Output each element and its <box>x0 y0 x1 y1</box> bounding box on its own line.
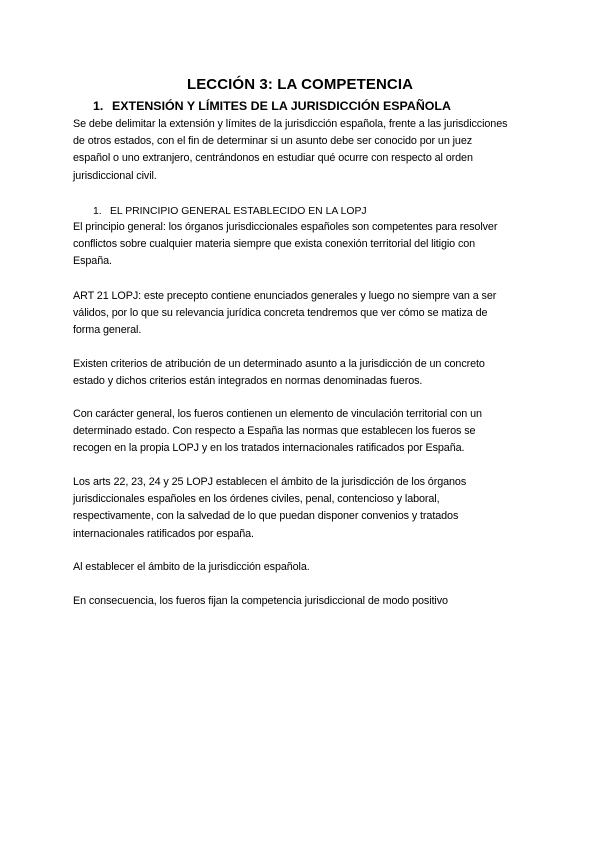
text-line: El principio general: los órganos jurisdiccionales españoles son competentes para resolver <box>73 221 498 233</box>
subsection-number: 1. <box>93 206 102 217</box>
section-number: 1. <box>93 99 104 113</box>
paragraph-arts <box>73 474 543 543</box>
text-line: forma general. <box>73 324 142 337</box>
subsection-heading-text: EL PRINCIPIO GENERAL ESTABLECIDO EN LA LOPJ <box>110 206 367 217</box>
text-line: válidos, por lo que su relevancia jurídica concreta tendremos que ver cómo se matiza de <box>73 307 488 320</box>
text-line: respectivamente, con la salvedad de lo que puedan disponer convenios y tratados <box>73 510 459 523</box>
paragraph-art-21 <box>73 288 543 340</box>
text-line: jurisdiccional civil. <box>73 169 157 182</box>
paragraph-criterios <box>73 356 543 390</box>
paragraph-ambito <box>73 559 543 576</box>
page-title: LECCIÓN 3: LA COMPETENCIA <box>186 76 414 93</box>
text-line: Con carácter general, los fueros contienen un elemento de vinculación territorial con un <box>73 408 482 420</box>
paragraph-principio-general <box>73 219 543 271</box>
text-line: recogen en la propia LOPJ y en los tratados internacionales ratificados por España. <box>73 442 465 455</box>
text-line: España. <box>73 255 112 268</box>
text-line: Los arts 22, 23, 24 y 25 LOPJ establecen el ámbito de la jurisdicción de los órganos <box>73 476 467 488</box>
intro-paragraph <box>73 116 543 185</box>
section-heading-1 <box>93 99 451 113</box>
text-line: jurisdiccionales españoles en los órdenes civiles, penal, contencioso y laboral, <box>73 493 440 506</box>
subsection-heading <box>93 206 367 217</box>
text-line: conflictos sobre cualquier materia siempre que exista conexión territorial del litigio con <box>73 238 476 251</box>
section-heading-text: EXTENSIÓN Y LÍMITES DE LA JURISDICCIÓN ESPAÑOLA <box>112 99 451 113</box>
text-line: estado y dichos criterios están integrados en normas denominadas fueros. <box>73 375 423 388</box>
text-line: Se debe delimitar la extensión y límites de la jurisdicción española, frente a las jurisdicciones <box>73 118 508 130</box>
text-line: Existen criterios de atribución de un determinado asunto a la jurisdicción de un concreto <box>73 358 485 370</box>
text-line: Al establecer el ámbito de la jurisdicción española. <box>73 561 310 573</box>
text-line: determinado estado. Con respecto a España las normas que establecen los fueros se <box>73 425 476 438</box>
text-line: de otros estados, con el fin de determinar si un asunto debe ser conocido por un juez <box>73 135 473 148</box>
paragraph-consecuencia <box>73 593 543 610</box>
text-line: español o uno extranjero, centrándonos en estudiar qué ocurre con respecto al orden <box>73 152 473 165</box>
text-line: internacionales ratificados por españa. <box>73 527 254 540</box>
text-line: ART 21 LOPJ: este precepto contiene enunciados generales y luego no siempre van a ser <box>73 290 497 302</box>
paragraph-fueros <box>73 406 543 458</box>
text-line: En consecuencia, los fueros fijan la competencia jurisdiccional de modo positivo <box>73 595 448 607</box>
